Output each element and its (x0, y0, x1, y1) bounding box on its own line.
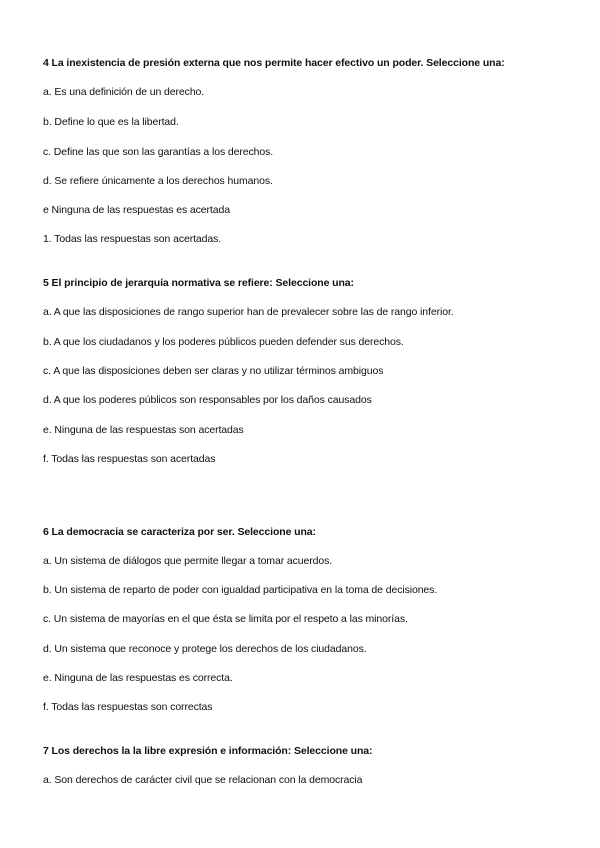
question-5-option-e: e. Ninguna de las respuestas son acertadas (43, 424, 244, 436)
question-6-option-f: f. Todas las respuestas son correctas (43, 701, 213, 713)
question-5-option-b: b. A que los ciudadanos y los poderes públicos pueden defender sus derechos. (43, 336, 404, 348)
question-4-title: 4 La inexistencia de presión externa que nos permite hacer efectivo un poder. Seleccione una: (43, 57, 505, 69)
question-4-option-b: b. Define lo que es la libertad. (43, 116, 179, 128)
question-5-option-d: d. A que los poderes públicos son responsables por los daños causados (43, 394, 372, 406)
question-6-option-c: c. Un sistema de mayorías en el que ésta se limita por el respeto a las minorías. (43, 613, 408, 625)
question-6-option-d: d. Un sistema que reconoce y protege los derechos de los ciudadanos. (43, 643, 367, 655)
question-4-option-d: d. Se refiere únicamente a los derechos humanos. (43, 175, 273, 187)
question-4-option-f: 1. Todas las respuestas son acertadas. (43, 233, 222, 245)
question-6-option-a: a. Un sistema de diálogos que permite llegar a tomar acuerdos. (43, 555, 333, 567)
question-5-option-f: f. Todas las respuestas son acertadas (43, 453, 216, 465)
question-7-title: 7 Los derechos la la libre expresión e información: Seleccione una: (43, 745, 373, 757)
question-6-option-e: e. Ninguna de las respuestas es correcta. (43, 672, 233, 684)
question-5-title: 5 El principio de jerarquía normativa se refiere: Seleccione una: (43, 277, 354, 289)
question-5-option-a: a. A que las disposiciones de rango superior han de prevalecer sobre las de rango inferior. (43, 306, 454, 318)
question-4-option-c: c. Define las que son las garantías a los derechos. (43, 146, 274, 158)
question-6-option-b: b. Un sistema de reparto de poder con igualdad participativa en la toma de decisiones. (43, 584, 438, 596)
question-5-option-c: c. A que las disposiciones deben ser claras y no utilizar términos ambiguos (43, 365, 384, 377)
question-4-option-a: a. Es una definición de un derecho. (43, 86, 205, 98)
question-7-option-a: a. Son derechos de carácter civil que se relacionan con la democracia (43, 774, 363, 786)
question-6-title: 6 La democracia se caracteriza por ser. Seleccione una: (43, 526, 316, 538)
question-4-option-e: e Ninguna de las respuestas es acertada (43, 204, 230, 216)
